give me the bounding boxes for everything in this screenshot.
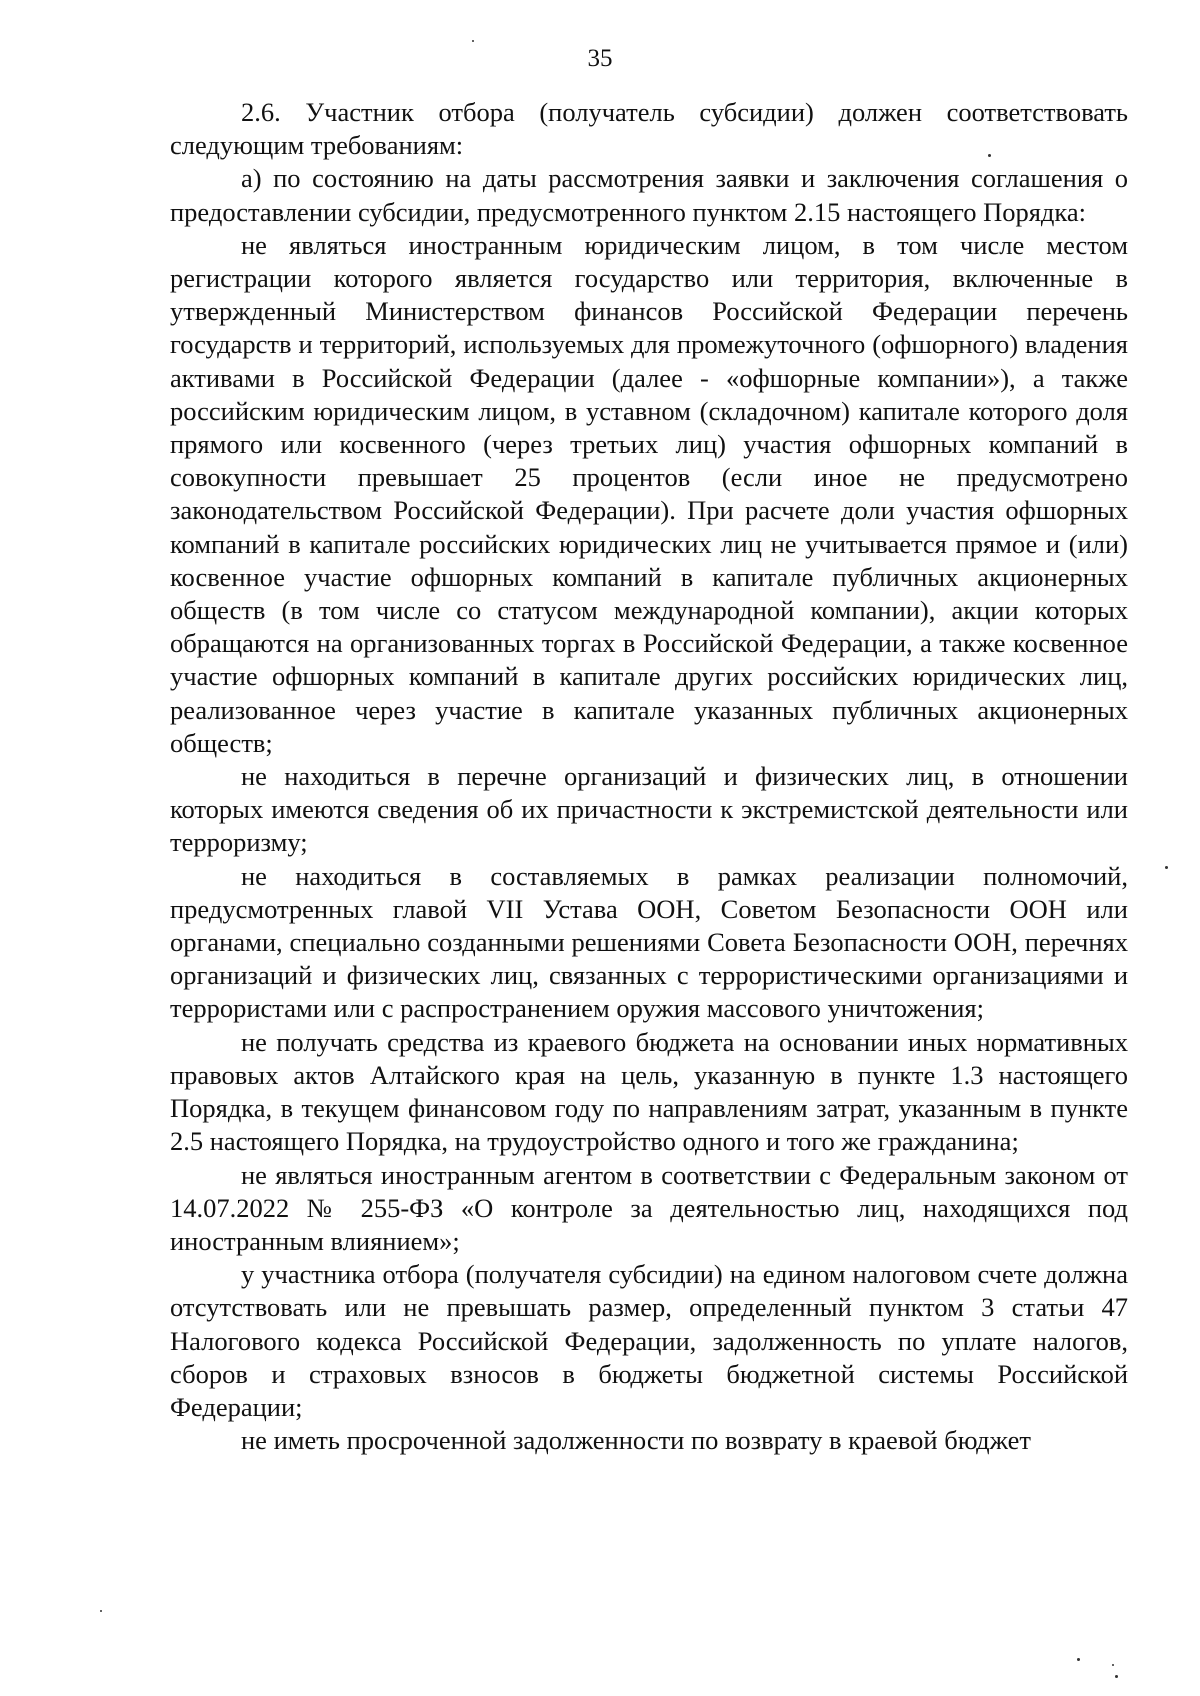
document-body [170,96,1128,1457]
paragraph-foreign-agent: не являться иностранным агентом в соответствии с Федеральным законом от 14.07.2022 № 255-ФЗ «О контроле за деятельностью лиц, находящихся под иностранным влиянием»; [170,1159,1128,1256]
page-number: 35 [587,45,613,72]
scan-speck [100,1610,102,1612]
paragraph-extremism-list: не находиться в перечне организаций и физических лиц, в отношении которых имеются сведения об их причастности к экстремистской деятельности или терроризму; [170,761,1128,858]
paragraph-tax-debt: у участника отбора (получателя субсидии) на едином налоговом счете должна отсутствовать или не превышать размер, определенный пунктом 3 статьи 47 Налогового кодекса Российской Федерации, задолженность по уплате налогов, сборов и страховых взносов в бюджеты бюджетной системы Российской Федерации; [170,1259,1128,1422]
scan-speck [1115,1675,1118,1678]
paragraph-overdue-debt: не иметь просроченной задолженности по возврату в краевой бюджет [241,1425,1031,1456]
paragraph-offshore-requirement: не являться иностранным юридическим лицом, в том числе местом регистрации которого является государство или территория, включенные в утвержденный Министерством финансов Российской Федерации перечень государств и территорий, используемых для промежуточного (офшорного) владения активами в Российской Федерации (далее - «офшорные компании»), а также российским юридическим лицом, в уставном (складочном) капитале которого доля прямого или косвенного (через третьих лиц) участия офшорных компаний в совокупности превышает 25 процентов (если иное не предусмотрено законодательством Российской Федерации). При расчете доли участия офшорных компаний в капитале российских юридических лиц не учитывается прямое и (или) косвенное участие офшорных компаний в капитале публичных акционерных обществ (в том числе со статусом международной компании), акции которых обращаются на организованных торгах в Российской Федерации, а также косвенное участие офшорных компаний в капитале других российских юридических лиц, реализованное через участие в капитале указанных публичных акционерных обществ; [170,229,1128,758]
scan-speck [1165,866,1168,869]
paragraph-un-sanctions-list: не находиться в составляемых в рамках реализации полномочий, предусмотренных главой VII Устава ООН, Советом Безопасности ООН или органами, специально созданными решениями Совета Безопасности ООН, перечнях организаций и физических лиц, связанных с террористическими организациями и террористами или с распространением оружия массового уничтожения; [170,860,1128,1024]
scan-speck [472,40,474,42]
paragraph-2-6-intro: 2.6. Участник отбора (получатель субсидии) должен соответствовать следующим требованиям: [170,97,1128,161]
scan-speck [988,154,991,157]
paragraph-no-other-funding: не получать средства из краевого бюджета на основании иных нормативных правовых актов Алтайского края на цель, указанную в пункте 1.3 настоящего Порядка, в текущем финансовом году по направлениям затрат, указанным в пункте 2.5 настоящего Порядка, на трудоустройство одного и того же гражданина; [170,1026,1128,1157]
scan-speck [1077,1658,1080,1661]
paragraph-subitem-a: а) по состоянию на даты рассмотрения заявки и заключения соглашения о предоставлении субсидии, предусмотренного пунктом 2.15 настоящего Порядка: [170,163,1128,227]
scan-speck [1112,1664,1114,1666]
